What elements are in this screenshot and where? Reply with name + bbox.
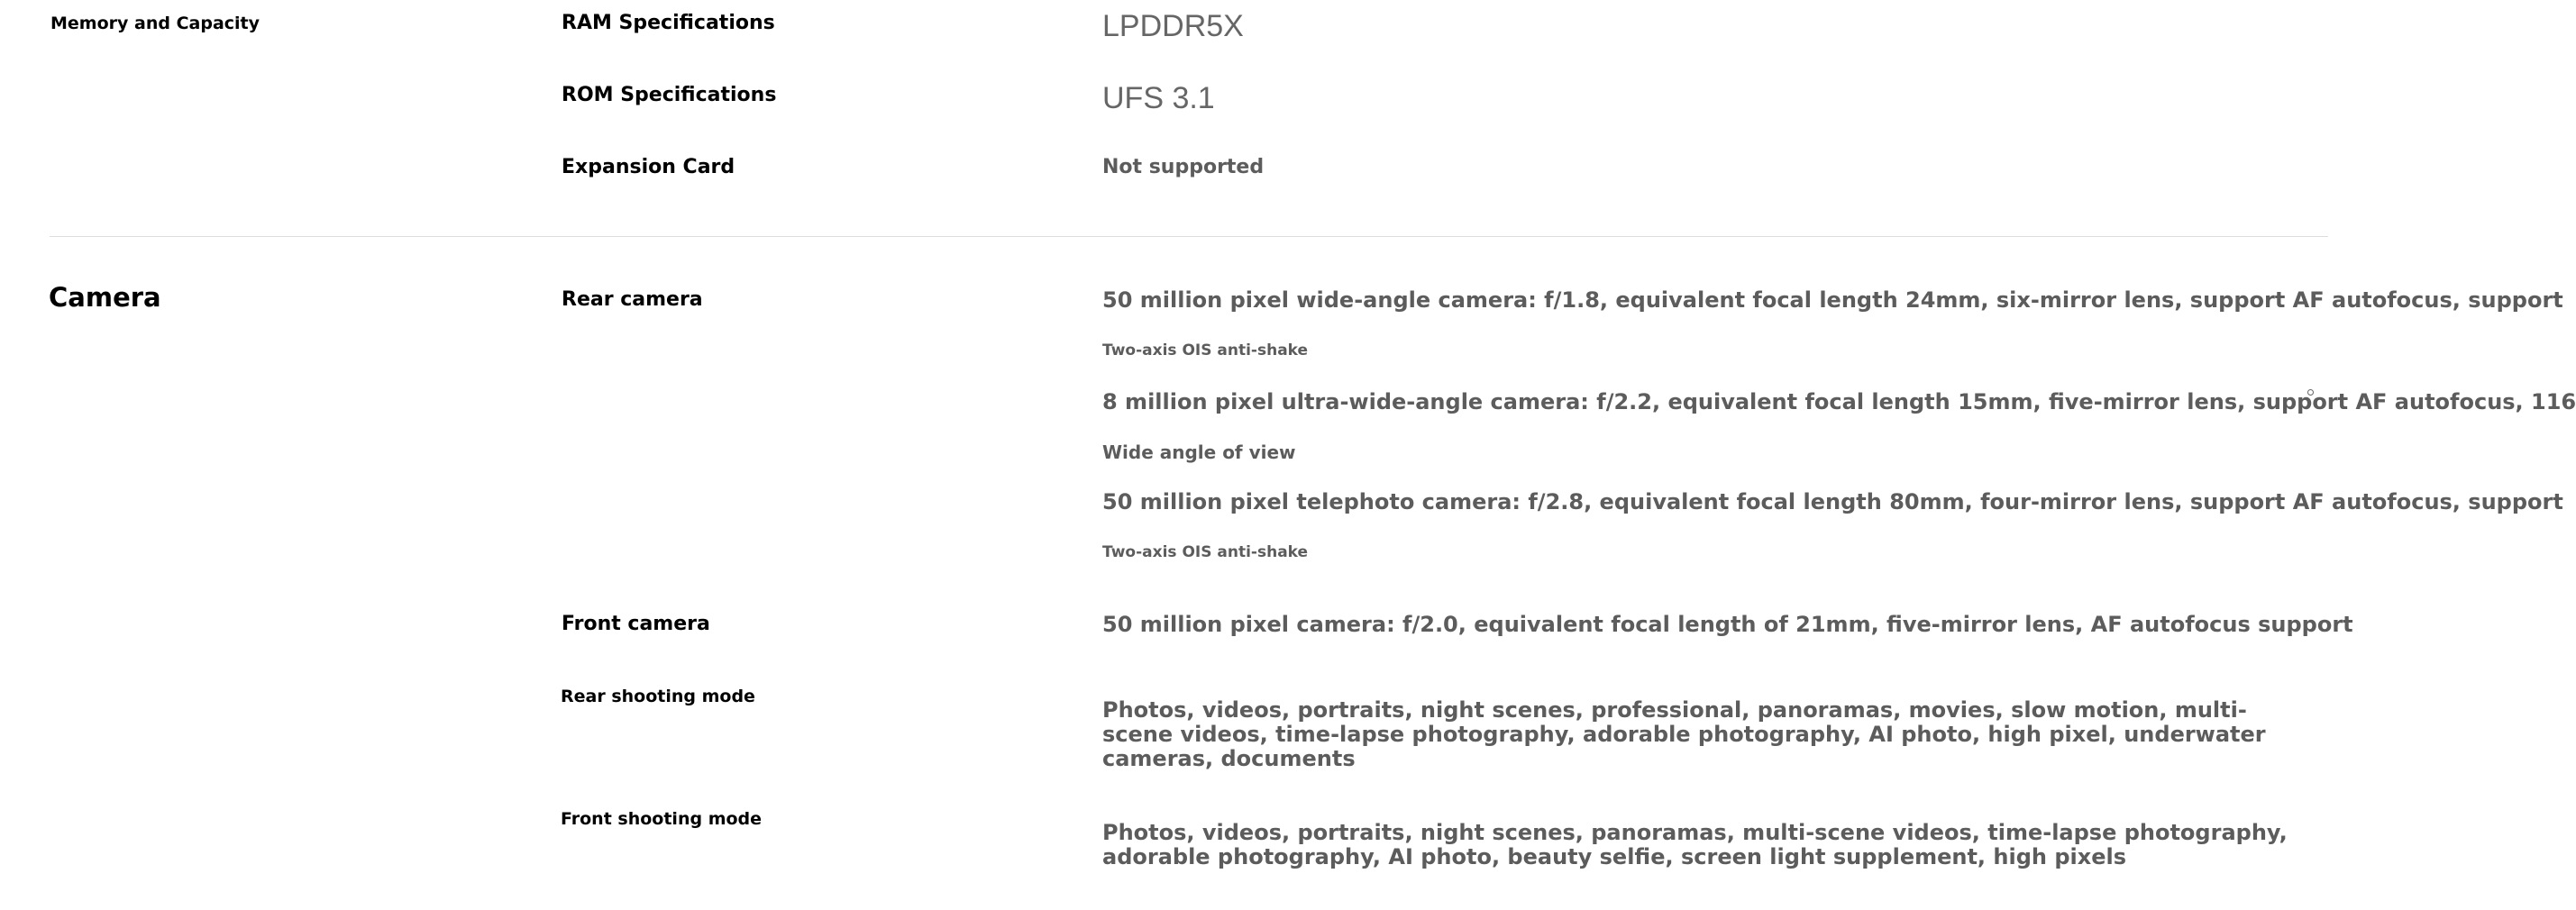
rear-shooting-mode-label: Rear shooting mode [561, 687, 755, 706]
front-shooting-mode-value: Photos, videos, portraits, night scenes, panoramas, multi-scene videos, time-lapse photography, adorable photography, AI photo, beauty selfie, screen light supplement, high pixels [1102, 820, 2288, 869]
section-divider [50, 236, 2328, 237]
ram-spec-value: LPDDR5X [1102, 9, 1244, 43]
rear-camera-wide-value: 50 million pixel wide-angle camera: f/1.8, equivalent focal length 24mm, six-mirror lens, support AF autofocus, support [1102, 287, 2563, 313]
ram-spec-label: RAM Specifications [562, 12, 775, 34]
rear-camera-telephoto-ois: Two-axis OIS anti-shake [1102, 543, 1309, 561]
expansion-card-value: Not supported [1102, 156, 1265, 178]
front-shooting-mode-label: Front shooting mode [561, 809, 763, 829]
front-camera-label: Front camera [562, 613, 710, 635]
degree-symbol [2307, 389, 2314, 396]
rear-camera-ultrawide-fov: Wide angle of view [1102, 441, 1296, 463]
rear-camera-ultrawide-value: 8 million pixel ultra-wide-angle camera: f/2.2, equivalent focal length 15mm, five-mirror lens, support AF autofocus, 116 [1102, 389, 2576, 414]
rom-spec-value: UFS 3.1 [1102, 81, 1215, 115]
memory-section-title: Memory and Capacity [50, 14, 260, 33]
rear-shooting-mode-value: Photos, videos, portraits, night scenes, professional, panoramas, movies, slow motion, multi-scene videos, time-lapse photography, adorable photography, AI photo, high pixel, underwater cameras, documents [1102, 697, 2266, 771]
camera-section-title: Camera [49, 282, 161, 313]
expansion-card-label: Expansion Card [562, 156, 735, 178]
rear-camera-wide-ois: Two-axis OIS anti-shake [1102, 341, 1309, 359]
front-camera-value: 50 million pixel camera: f/2.0, equivalent focal length of 21mm, five-mirror lens, AF autofocus support [1102, 612, 2353, 637]
rom-spec-label: ROM Specifications [562, 84, 777, 106]
rear-camera-label: Rear camera [562, 288, 703, 311]
rear-camera-telephoto-value: 50 million pixel telephoto camera: f/2.8, equivalent focal length 80mm, four-mirror lens, support AF autofocus, support [1102, 489, 2563, 514]
